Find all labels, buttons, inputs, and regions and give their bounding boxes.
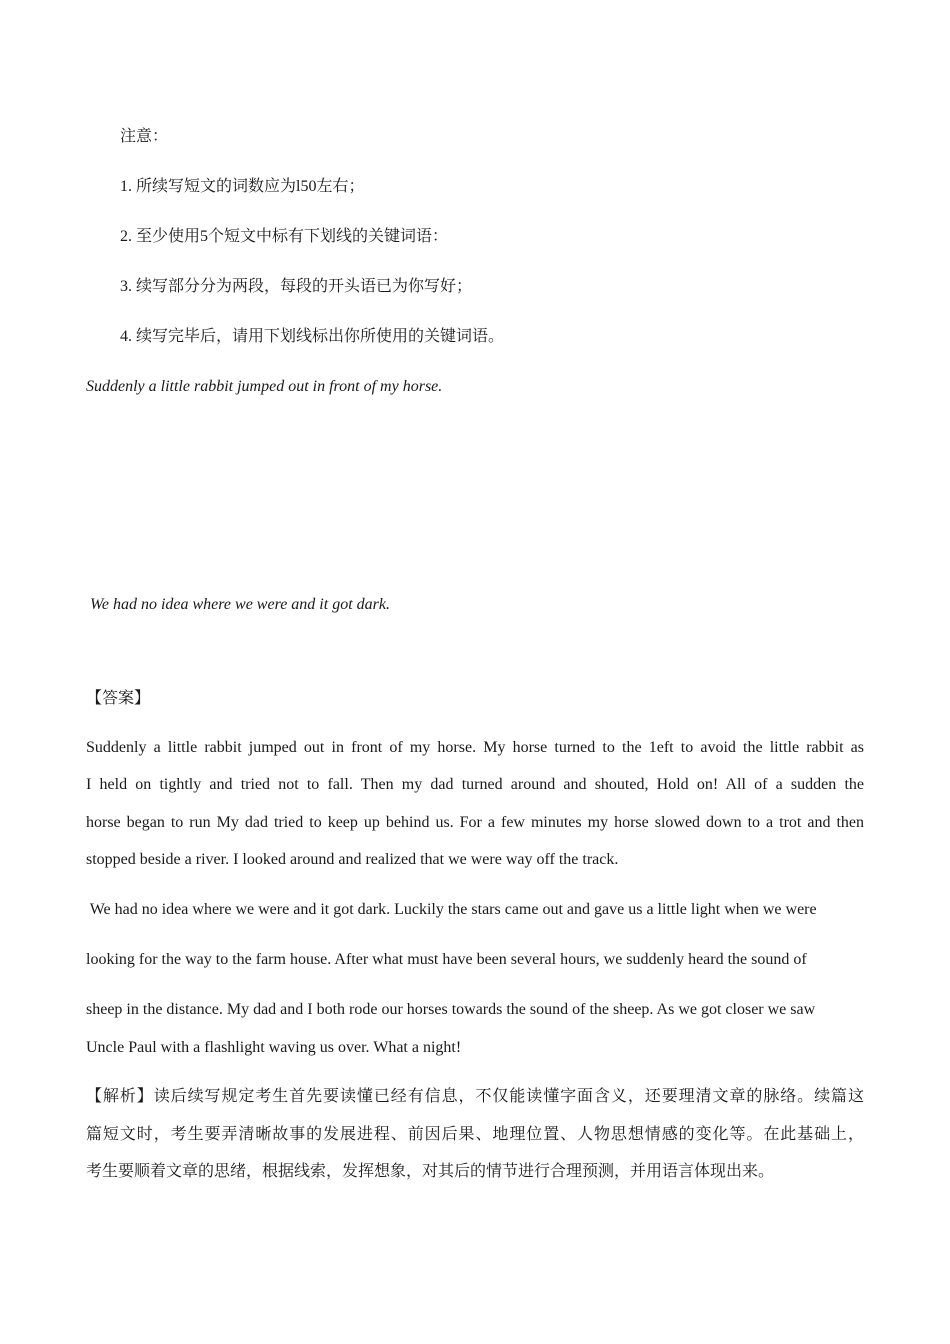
note-item-2: 2. 至少使用5个短文中标有下划线的关键词语： bbox=[120, 228, 449, 245]
analysis-line: 【解析】读后续写规定考生首先要读懂已经有信息，不仅能读懂字面含义，还要理清文章的脉络。续篇这 bbox=[86, 1088, 864, 1105]
prompt-paragraph-2: We had no idea where we were and it got dark. bbox=[86, 596, 390, 613]
answer-p1-line: I held on tightly and tried not to fall. Then my dad turned around and shouted, Hold on! All of a sudden the bbox=[86, 776, 864, 793]
prompt-paragraph-1: Suddenly a little rabbit jumped out in front of my horse. bbox=[86, 378, 443, 395]
note-item-4: 4. 续写完毕后，请用下划线标出你所使用的关键词语。 bbox=[120, 328, 505, 345]
answer-p2-line: We had no idea where we were and it got dark. Luckily the stars came out and gave us a little light when we were bbox=[86, 901, 817, 918]
analysis-line: 篇短文时，考生要弄清晰故事的发展进程、前因后果、地理位置、人物思想情感的变化等。在此基础上， bbox=[86, 1126, 864, 1143]
answer-p2-line: looking for the way to the farm house. After what must have been several hours, we suddenly heard the sound of bbox=[86, 951, 807, 968]
note-item-1: 1. 所续写短文的词数应为l50左右； bbox=[120, 178, 365, 195]
answer-p2-line: Uncle Paul with a flashlight waving us over. What a night! bbox=[86, 1039, 462, 1056]
answer-p1-line: Suddenly a little rabbit jumped out in front of my horse. My horse turned to the 1eft to avoid the little rabbit as bbox=[86, 739, 864, 756]
answer-p1-line: stopped beside a river. I looked around and realized that we were way off the track. bbox=[86, 851, 619, 868]
note-item-3: 3. 续写部分分为两段，每段的开头语已为你写好； bbox=[120, 278, 473, 295]
analysis-line: 考生要顺着文章的思绪，根据线索，发挥想象，对其后的情节进行合理预测，并用语言体现出来。 bbox=[86, 1163, 775, 1180]
notes-heading: 注意： bbox=[120, 128, 169, 145]
answer-p1-line: horse began to run My dad tried to keep up behind us. For a few minutes my horse slowed down to a trot and then bbox=[86, 814, 864, 831]
answer-p2-line: sheep in the distance. My dad and I both rode our horses towards the sound of the sheep. As we got closer we saw bbox=[86, 1001, 816, 1018]
answer-heading: 【答案】 bbox=[86, 690, 151, 707]
